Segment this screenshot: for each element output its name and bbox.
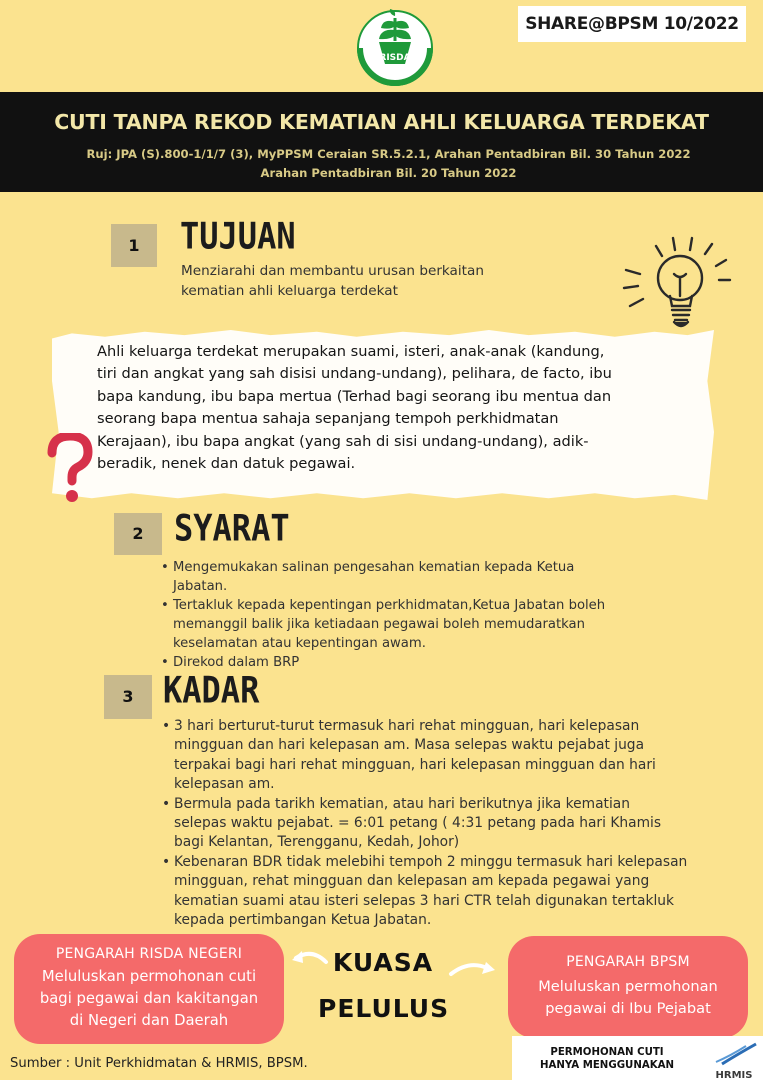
approver-hq-line: pegawai di Ibu Pejabat xyxy=(545,1000,711,1017)
list-item-line: • 3 hari berturut-turut termasuk hari rehat mingguan, hari kelepasan xyxy=(174,718,640,734)
approver-state-text xyxy=(14,966,284,1032)
list-item-line: • Tertakluk kepada kepentingan perkhidmatan,Ketua Jabatan boleh xyxy=(173,598,606,613)
section-1-number: 1 xyxy=(111,224,157,267)
approver-hq-card xyxy=(508,936,748,1038)
list-item xyxy=(162,795,747,853)
approver-state-line: bagi pegawai dan kakitangan xyxy=(39,990,259,1007)
list-item xyxy=(162,717,747,795)
apply-via-text xyxy=(522,1046,692,1072)
list-item-line: mingguan, rehat mingguan dan kelepasan am kepada pegawai yang xyxy=(174,873,650,890)
list-item-line: terpakai bagi hari rehat mingguan, hari kelepasan mingguan dan hari xyxy=(174,756,656,773)
hrmis-logo xyxy=(708,1040,760,1080)
page-title: CUTI TANPA REKOD KEMATIAN AHLI KELUARGA TERDEKAT xyxy=(54,110,709,134)
risda-logo xyxy=(352,8,438,90)
approval-authority-line-1: KUASA xyxy=(332,948,434,977)
section-2-list xyxy=(161,558,631,672)
list-item xyxy=(161,596,631,653)
question-mark-icon xyxy=(46,433,94,505)
section-1-title: TUJUAN xyxy=(180,214,296,258)
list-item-line: Jabatan. xyxy=(173,579,228,594)
section-1-text xyxy=(181,261,581,301)
logo-text: RISDA xyxy=(379,53,411,63)
definition-line: Kerajaan), ibu bapa angkat (yang sah di sisi undang-undang), adik- xyxy=(97,432,589,450)
approver-hq-text xyxy=(508,976,748,1020)
reference-line-1: Ruj: JPA (S).800-1/1/7 (3), MyPPSM Ceraian SR.5.2.1, Arahan Pentadbiran Bil. 30 Tahun 2022 xyxy=(86,147,691,161)
definition-line: Ahli keluarga terdekat merupakan suami, isteri, anak-anak (kandung, xyxy=(97,343,605,360)
list-item-line: • Direkod dalam BRP xyxy=(173,655,300,670)
section-3-number: 3 xyxy=(104,675,152,719)
approver-state-heading: PENGARAH RISDA NEGERI xyxy=(55,946,243,962)
curved-arrow-right-icon xyxy=(447,952,499,982)
section-1-line-2: kematian ahli keluarga terdekat xyxy=(181,283,398,299)
list-item-line: kelepasan am. xyxy=(174,776,275,793)
list-item-line: kepada pertimbangan Ketua Jabatan. xyxy=(174,912,432,929)
list-item-line: bagi Kelantan, Terengganu, Kedah, Johor) xyxy=(174,834,460,851)
approval-authority-line-2: PELULUS xyxy=(318,994,450,1023)
list-item-line: mingguan dan hari kelepasan am. Masa selepas waktu pejabat juga xyxy=(174,737,645,754)
approver-state-line: Meluluskan permohonan cuti xyxy=(41,968,257,985)
section-2-title: SYARAT xyxy=(174,506,290,550)
list-item-line: • Bermula pada tarikh kematian, atau hari berikutnya jika kematian xyxy=(174,795,630,812)
list-item-line: keselamatan atau kepentingan awam. xyxy=(173,636,426,651)
section-3-title: KADAR xyxy=(163,668,260,712)
approver-hq-line: Meluluskan permohonan xyxy=(538,978,718,995)
apply-via-line-1: PERMOHONAN CUTI xyxy=(550,1047,664,1058)
share-tag: SHARE@BPSM 10/2022 xyxy=(518,6,746,42)
section-2-number: 2 xyxy=(114,513,162,555)
definition-line: tiri dan angkat yang sah disisi undang-undang), pelihara, de facto, ibu xyxy=(97,365,612,383)
definition-text xyxy=(97,341,697,475)
list-item-line: • Mengemukakan salinan pengesahan kematian kepada Ketua xyxy=(173,560,575,575)
list-item-line: kematian suami atau isteri selepas 3 hari CTR telah digunakan tertakluk xyxy=(174,892,675,909)
apply-via-line-2: HANYA MENGGUNAKAN xyxy=(539,1060,675,1071)
list-item xyxy=(161,558,631,596)
approval-authority-label xyxy=(318,940,448,1032)
source-note: Sumber : Unit Perkhidmatan & HRMIS, BPSM. xyxy=(10,1056,308,1071)
apply-via-box xyxy=(512,1036,763,1080)
reference-line-2: Arahan Pentadbiran Bil. 20 Tahun 2022 xyxy=(260,166,517,180)
definition-line: seorang bapa mentua sahaja sepanjang tempoh perkhidmatan xyxy=(97,410,559,428)
lightbulb-icon xyxy=(618,222,738,338)
definition-line: bapa kandung, ibu bapa mertua (Terhad bagi seorang ibu mentua dan xyxy=(97,387,612,405)
section-1-line-1: Menziarahi dan membantu urusan berkaitan xyxy=(181,263,484,279)
approver-hq-heading: PENGARAH BPSM xyxy=(566,954,690,970)
approver-state-line: di Negeri dan Daerah xyxy=(69,1012,229,1029)
title-band xyxy=(0,92,763,192)
list-item xyxy=(162,853,747,931)
approver-state-card xyxy=(14,934,284,1044)
list-item-line: memanggil balik jika ketiadaan pegawai boleh memudaratkan xyxy=(173,617,585,632)
list-item-line: • Kebenaran BDR tidak melebihi tempoh 2 minggu termasuk hari kelepasan xyxy=(174,853,688,870)
definition-line: beradik, nenek dan datuk pegawai. xyxy=(97,455,356,473)
hrmis-label: HRMIS xyxy=(715,1070,753,1080)
section-3-list xyxy=(162,717,747,930)
list-item-line: selepas waktu pejabat. = 6:01 petang ( 4:31 petang pada hari Khamis xyxy=(174,815,662,832)
